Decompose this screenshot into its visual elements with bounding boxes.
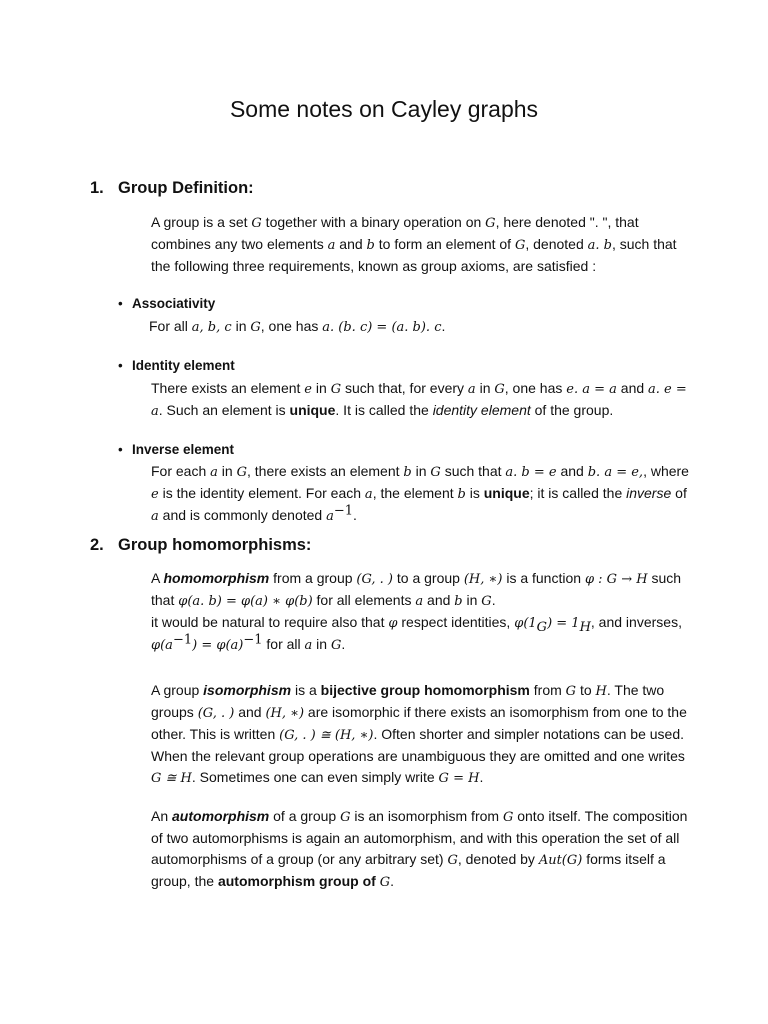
- group-definition-paragraph: A group is a set G together with a binary operation on G, here denoted ". ", that combines any two elements a and b to form an element of G, denoted a. b, such that the following three requirements, known as group axioms, are satisfied :: [151, 214, 677, 274]
- automorphism-paragraph: An automorphism of a group G is an isomorphism from G onto itself. The composition of two automorphisms is again an automorphism, and with this operation the set of all automorphisms of a group (or any arbitrary set) G, denoted by Aut(G) forms itself a group, the automorphism group of G.: [151, 808, 688, 890]
- bullet-associativity: • Associativity: [118, 296, 216, 311]
- bullet-dot: •: [118, 358, 123, 373]
- section-number: 2.: [90, 536, 104, 554]
- identity-element-text: There exists an element e in G such that, for every a in G, one has e. a = a and a. e = a. Such an element is unique. It is called the identity element of the group.: [151, 380, 687, 419]
- section-heading-group-definition: [90, 179, 254, 198]
- isomorphism-paragraph: A group isomorphism is a bijective group homomorphism from G to H. The two groups (G, . ) and (H, ∗) are isomorphic if there exists an isomorphism from one to the other. This is written (G, . ) ≅ (H, ∗). Often shorter and simpler notations can be used. When the relevant group operations are unambiguous they are omitted and one writes G ≅ H. Sometimes one can even simply write G = H.: [151, 682, 687, 786]
- section-heading-group-homomorphisms: [90, 536, 311, 555]
- section-number: 1.: [90, 179, 104, 197]
- page-title: Some notes on Cayley graphs: [229, 96, 539, 122]
- inverse-element-text: For each a in G, there exists an element b in G such that a. b = e and b. a = e,, where e is the identity element. For each a, the element b is unique; it is called the inverse of a and is commonly denoted $a^{-1}$.: [151, 463, 689, 524]
- section-title: Group homomorphisms:: [118, 536, 312, 554]
- section-title: Group Definition:: [118, 179, 254, 197]
- bullet-inverse-element: • Inverse element: [118, 442, 235, 457]
- bullet-identity-element: • Identity element: [118, 358, 235, 373]
- bullet-dot: •: [118, 442, 123, 457]
- associativity-text: For all a, b, c in G, one has a. (b. c) = (a. b). c.: [149, 318, 446, 335]
- bullet-dot: •: [118, 296, 123, 311]
- homomorphism-paragraph: A homomorphism from a group (G, . ) to a group (H, ∗) is a function φ : G → H such that φ(a. b) = φ(a) ∗ φ(b) for all elements a and b in G. it would be natural to require also that φ respect identities, $\varphi(1_G) = 1_H$, and inverses, $\varphi(a^{-1}) = \varphi(a)^{-1}$ for all a in G.: [151, 570, 682, 653]
